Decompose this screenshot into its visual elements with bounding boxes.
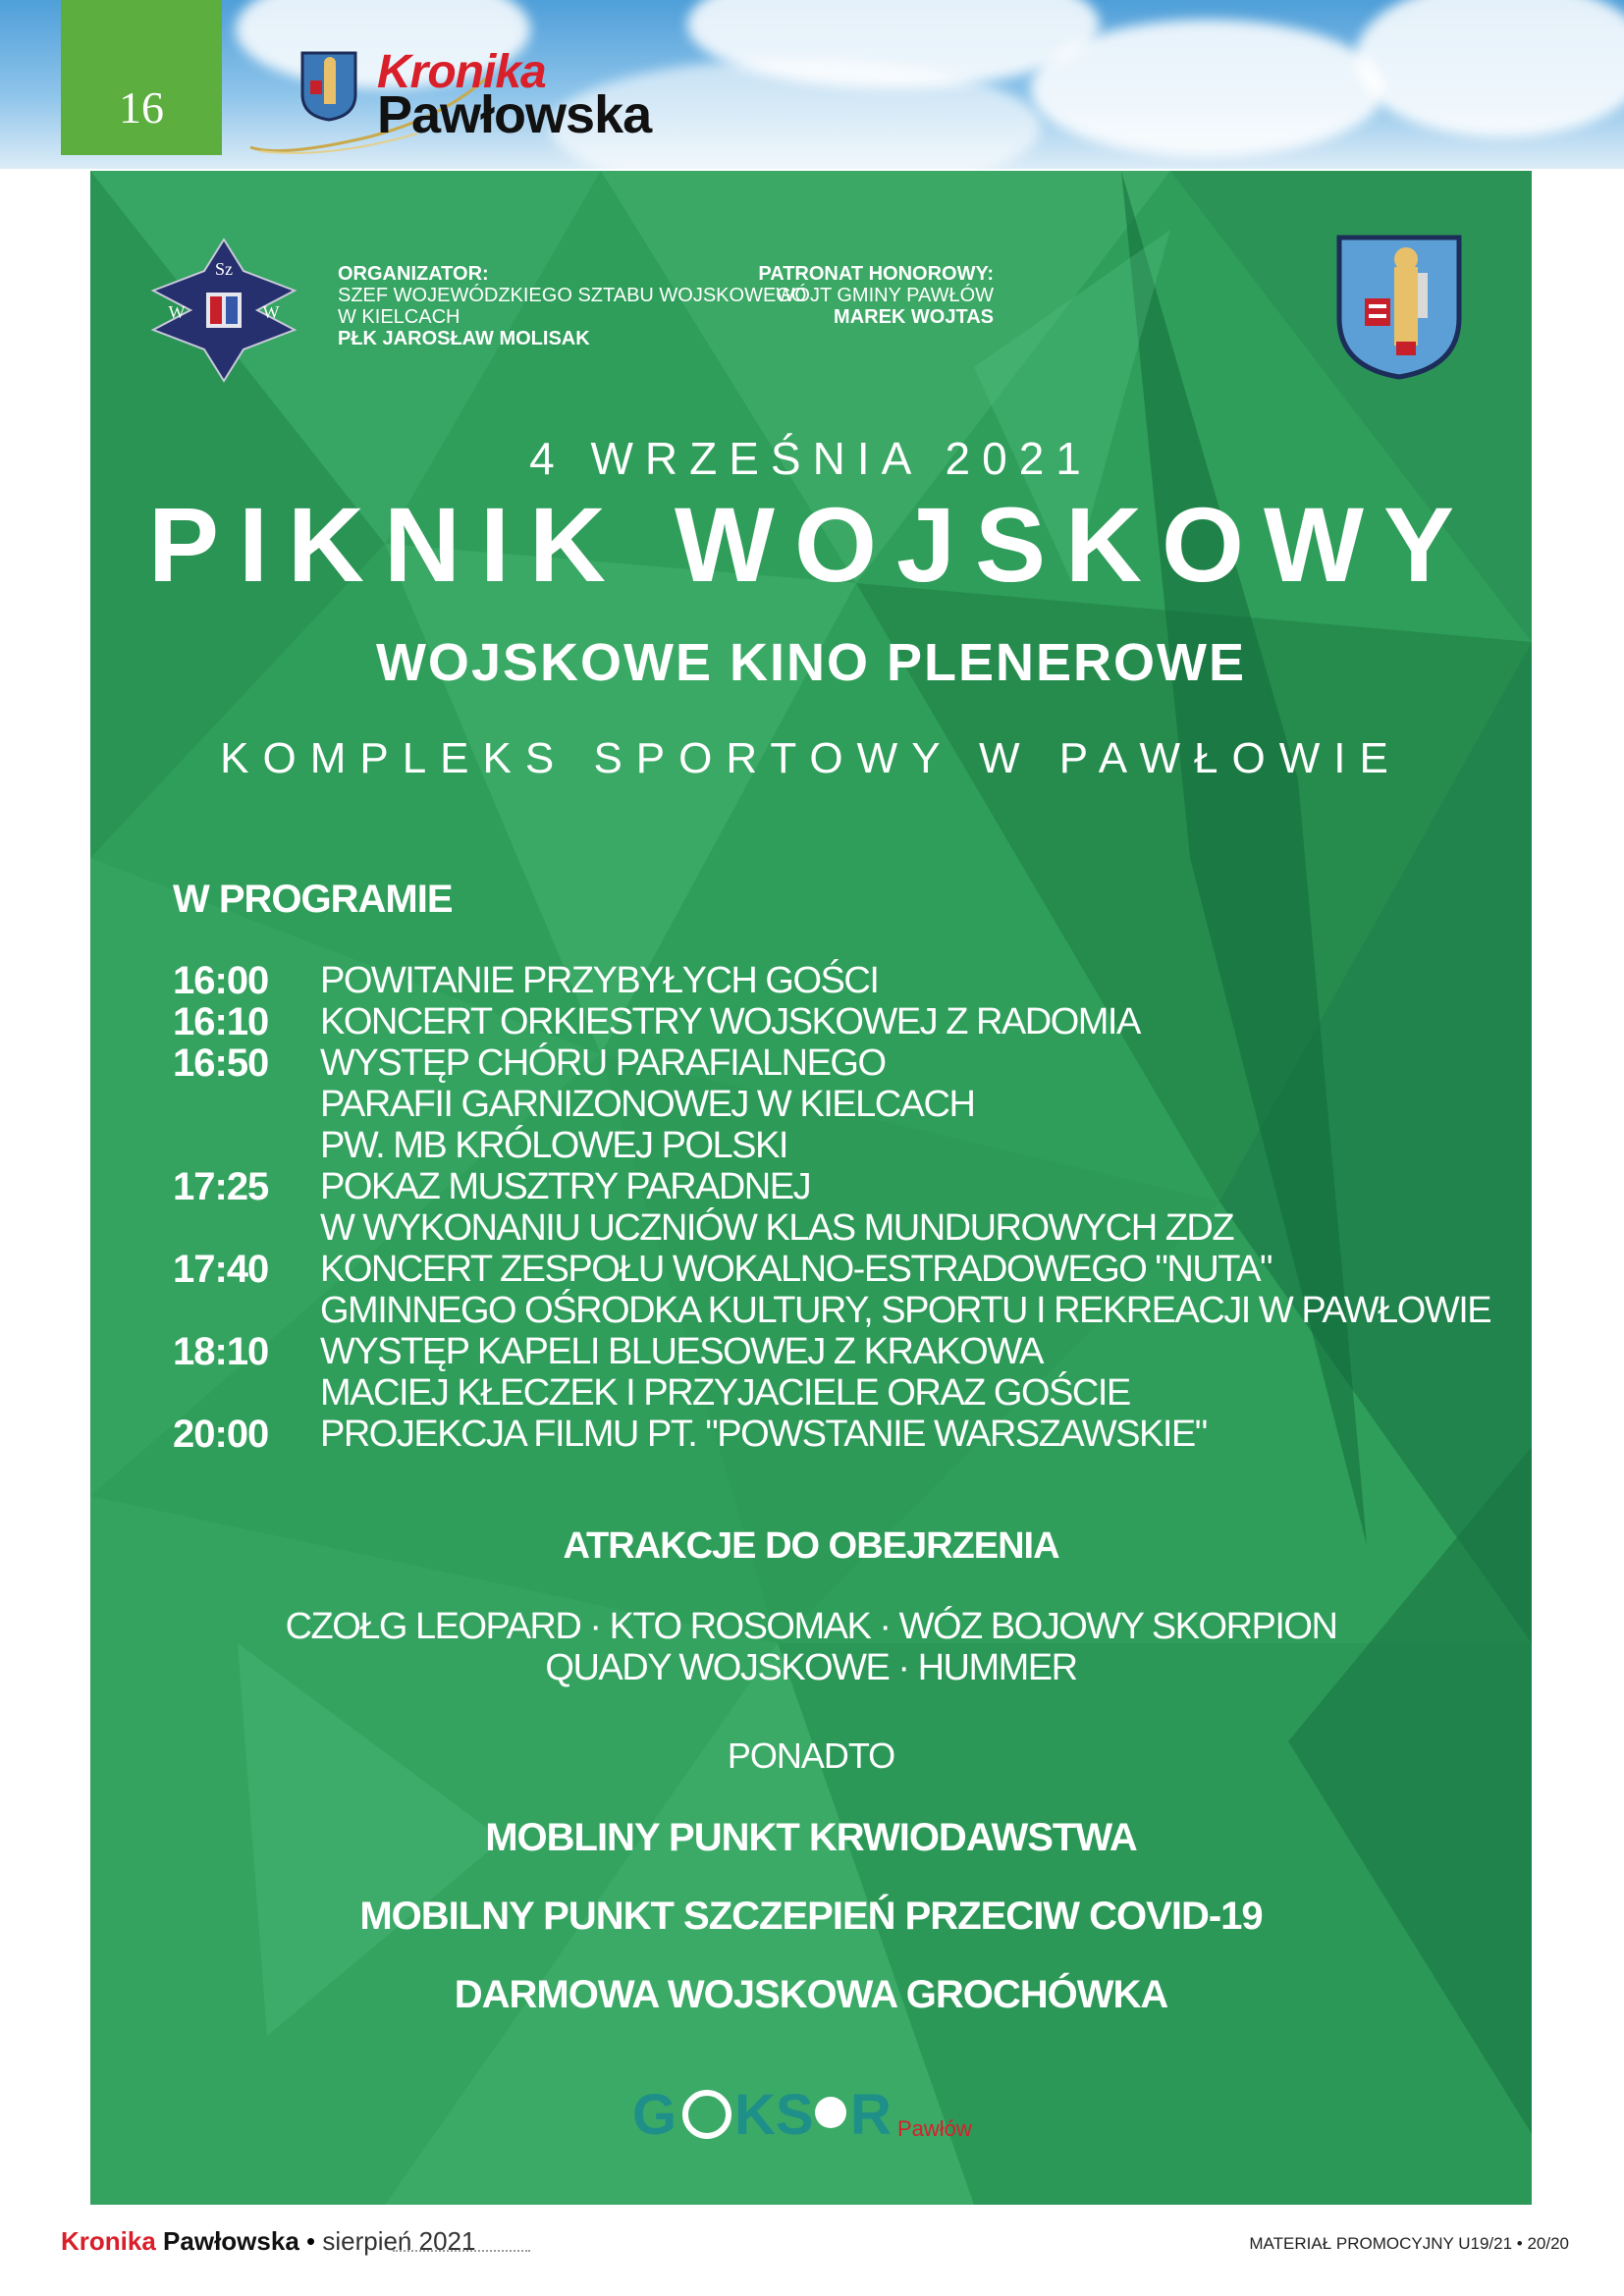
cloud-decoration (1031, 20, 1384, 157)
event-date: 4 WRZEŚNIA 2021 (529, 433, 1093, 484)
event-subtitle: WOJSKOWE KINO PLENEROWE (375, 633, 1247, 692)
program-description (320, 1249, 1490, 1331)
organizer-line: SZEF WOJEWÓDZKIEGO SZTABU WOJSKOWEGO (338, 285, 807, 306)
ball-icon (815, 2097, 846, 2128)
program-line: WYSTĘP CHÓRU PARAFIALNEGO (320, 1042, 886, 1084)
event-venue: KOMPLEKS SPORTOWY W PAWŁOWIE (220, 734, 1402, 782)
program-line: KONCERT ZESPOŁU WOKALNO-ESTRADOWEGO "NUTA" (320, 1249, 1272, 1290)
program-row (173, 1414, 1508, 1455)
promo-note: MATERIAŁ PROMOCYJNY U19/21 • 20/20 (1249, 2234, 1569, 2253)
runner-icon (685, 2093, 729, 2136)
footer-brand (61, 2226, 475, 2257)
program-line: PW. MB KRÓLOWEJ POLSKI (320, 1125, 787, 1166)
program-description (320, 1331, 1130, 1414)
program-description (320, 1042, 974, 1166)
program-row (173, 1042, 1508, 1166)
program-row (173, 1001, 1508, 1042)
footer-separator: • (298, 2226, 323, 2256)
magazine-logo (295, 46, 766, 147)
patron-label: PATRONAT HONOROWY: (758, 263, 994, 285)
event-title: PIKNIK WOJSKOWY (147, 485, 1475, 604)
organizer-label: ORGANIZATOR: (338, 263, 489, 285)
logo-letter: G (632, 2083, 677, 2147)
program-line: KONCERT ORKIESTRY WOJSKOWEJ Z RADOMIA (320, 1001, 1140, 1042)
attractions-line: QUADY WOJSKOWE · HUMMER (545, 1647, 1077, 1688)
patron-line: WÓJT GMINY PAWŁÓW (776, 285, 994, 306)
program-description (320, 960, 878, 1001)
program-line: GMINNEGO OŚRODKA KULTURY, SPORTU I REKREACJI W PAWŁOWIE (320, 1290, 1491, 1331)
footer-divider (393, 2250, 530, 2252)
program-time: 17:25 (173, 1165, 269, 1208)
logo-text-pawlowska: Pawłowska (377, 85, 652, 144)
footer-brand-kronika: Kronika (61, 2226, 156, 2256)
program-time: 17:40 (173, 1248, 269, 1291)
program-time: 18:10 (173, 1330, 269, 1373)
program-line: W WYKONANIU UCZNIÓW KLAS MUNDUROWYCH ZDZ (320, 1207, 1234, 1249)
cloud-decoration (1355, 0, 1624, 137)
extra-item: MOBILNY PUNKT SZCZEPIEŃ PRZECIW COVID-19 (359, 1895, 1263, 1938)
extra-item: MOBLINY PUNKT KRWIODAWSTWA (485, 1816, 1137, 1859)
program-row (173, 960, 1508, 1001)
patron-name: MAREK WOJTAS (834, 306, 994, 328)
program-line: MACIEJ KŁECZEK I PRZYJACIELE ORAZ GOŚCIE (320, 1372, 1130, 1414)
goksir-logo (632, 2075, 1025, 2154)
organizer-name: PŁK JAROSŁAW MOLISAK (338, 328, 590, 349)
footer-date: sierpień 2021 (322, 2226, 476, 2256)
program-time: 16:10 (173, 1000, 269, 1043)
program-description (320, 1414, 1207, 1455)
program-heading: W PROGRAMIE (173, 878, 453, 921)
program-line: PARAFII GARNIZONOWEJ W KIELCACH (320, 1084, 975, 1125)
organizer-line: W KIELCACH (338, 306, 460, 328)
program-line: WYSTĘP KAPELI BLUESOWEJ Z KRAKOWA (320, 1331, 1044, 1372)
attractions-line: CZOŁG LEOPARD · KTO ROSOMAK · WÓZ BOJOWY SKORPION (285, 1606, 1337, 1647)
logo-text-kronika: Kronika (377, 46, 546, 98)
page-number-box (61, 0, 222, 155)
patron-block (758, 263, 994, 328)
logo-letters: KS (734, 2083, 814, 2147)
program-time: 16:50 (173, 1041, 269, 1085)
program-line: PROJEKCJA FILMU PT. "POWSTANIE WARSZAWSKIE" (320, 1414, 1207, 1455)
program-description (320, 1001, 1140, 1042)
footer-brand-pawlowska: Pawłowska (163, 2226, 299, 2256)
program-row (173, 1166, 1508, 1249)
program-row (173, 1331, 1508, 1414)
event-poster (90, 171, 1532, 2205)
coat-of-arms-icon (300, 51, 357, 122)
logo-place: Pawłów (897, 2116, 972, 2141)
emblem-letters-top: Sz (215, 259, 233, 279)
pawlow-coat-of-arms-icon (1335, 234, 1463, 381)
logo-letter: R (850, 2083, 892, 2147)
emblem-letter-right: W (262, 302, 280, 322)
military-staff-emblem (149, 236, 298, 385)
emblem-letter-left: W (168, 302, 186, 322)
extra-item: DARMOWA WOJSKOWA GROCHÓWKA (454, 1973, 1168, 2016)
attractions-heading: ATRAKCJE DO OBEJRZENIA (563, 1525, 1059, 1567)
program-row (173, 1249, 1508, 1331)
program-time: 20:00 (173, 1413, 269, 1456)
program-time: 16:00 (173, 959, 269, 1002)
page-number: 16 (119, 82, 164, 133)
program-line: POWITANIE PRZYBYŁYCH GOŚCI (320, 960, 879, 1001)
organizer-block (338, 263, 806, 349)
program-line: POKAZ MUSZTRY PARADNEJ (320, 1166, 811, 1207)
also-label: PONADTO (727, 1735, 895, 1776)
program-list (173, 960, 1508, 1455)
program-description (320, 1166, 1233, 1249)
